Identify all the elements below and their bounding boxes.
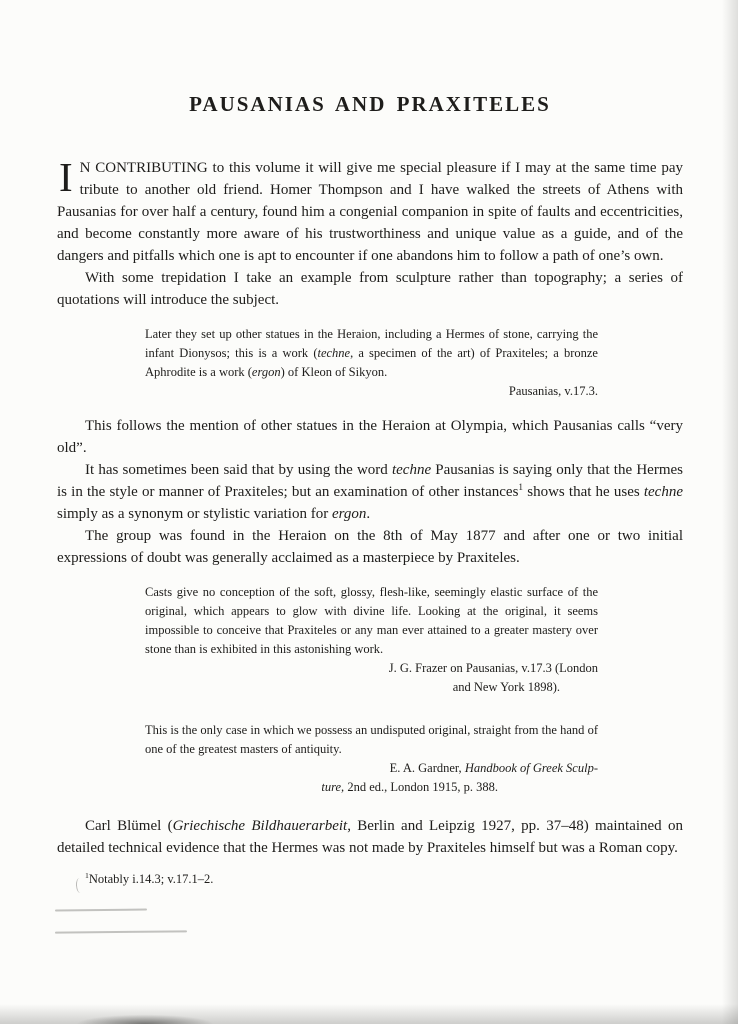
drop-cap: I <box>59 154 73 200</box>
footnote: $^1$Notably i.14.3; v.17.1–2. <box>85 870 214 886</box>
pencil-mark <box>55 909 147 912</box>
opening-paragraph <box>57 154 683 267</box>
scan-edge-bottom <box>0 1004 738 1024</box>
quote-gardner <box>145 721 598 797</box>
page-title: PAUSANIAS AND PRAXITELES <box>189 92 551 116</box>
pencil-mark <box>55 930 187 933</box>
quote-frazer-text: Casts give no conception of the soft, glossy, flesh-like, seemingly elastic surface of the original, which appears to glow with divine life. Looking at the original, it seems impossible to conceive that Praxiteles or any man ever attained to a greater mastery over stone than is exhibited in this astonishing work. <box>145 585 598 656</box>
gardner-attribution-line2: ture, 2nd ed., London 1915, p. 388. <box>321 780 498 794</box>
paragraph-trepidation: With some trepidation I take an example from sculpture rather than topography; a series of quotations will introduce the subject. <box>57 270 683 308</box>
gardner-attribution-line1: E. A. Gardner, Handbook of Greek Sculp- <box>389 761 598 775</box>
frazer-attribution-line1: J. G. Frazer on Pausanias, v.17.3 (London <box>388 661 598 675</box>
paragraph-blumel: Carl Blümel (Griechische Bildhauerarbeit, Berlin and Leipzig 1927, pp. 37–48) maintained on detailed technical evidence that the Hermes was not made by Praxiteles himself but was a Roman copy. <box>57 818 683 856</box>
paragraph-discovery: The group was found in the Heraion on the 8th of May 1877 and after one or two initial expressions of doubt was generally acclaimed as a masterpiece by Praxiteles. <box>57 528 683 566</box>
quote-pausanias <box>145 325 598 401</box>
quote-frazer-attribution <box>145 659 598 697</box>
quote-pausanias-text: Later they set up other statues in the Heraion, including a Hermes of stone, carrying the infant Dionysos; this is a work (techne, a specimen of the art) of Praxiteles; a bronze Aphrodite is a work (ergon) of Kleon of Sikyon. <box>145 327 598 379</box>
scan-edge-right <box>722 0 738 1024</box>
quote-frazer <box>145 583 598 697</box>
frazer-attribution-line2: and New York 1898). <box>452 680 560 694</box>
paragraph-techne: It has sometimes been said that by using the word techne Pausanias is saying only that the Hermes is in the style or manner of Praxiteles; but an examination of other instances$^1$ shows that he uses techne simply as a synonym or stylistic variation for ergon. <box>57 462 683 522</box>
quote-gardner-attribution <box>145 759 598 797</box>
paragraph-heraion: This follows the mention of other statues in the Heraion at Olympia, which Pausanias calls “very old”. <box>57 418 683 456</box>
quote-gardner-text: This is the only case in which we possess an undisputed original, straight from the hand of one of the greatest masters of antiquity. <box>145 723 598 756</box>
opening-paragraph-text: N CONTRIBUTING to this volume it will give me special pleasure if I may at the same time pay tribute to another old friend. Homer Thompson and I have walked the streets of Athens with Pausanias for over half a century, found him a congenial companion in spite of faults and eccentricities, and become constantly more aware of his trustworthiness and unique value as a guide, and of the dangers and pitfalls which one is apt to encounter if one abandons him to follow a path of one’s own. <box>57 160 683 264</box>
quote-pausanias-attribution: Pausanias, v.17.3. <box>508 384 598 398</box>
scan-smudge <box>50 1011 240 1024</box>
article-body <box>57 0 683 888</box>
